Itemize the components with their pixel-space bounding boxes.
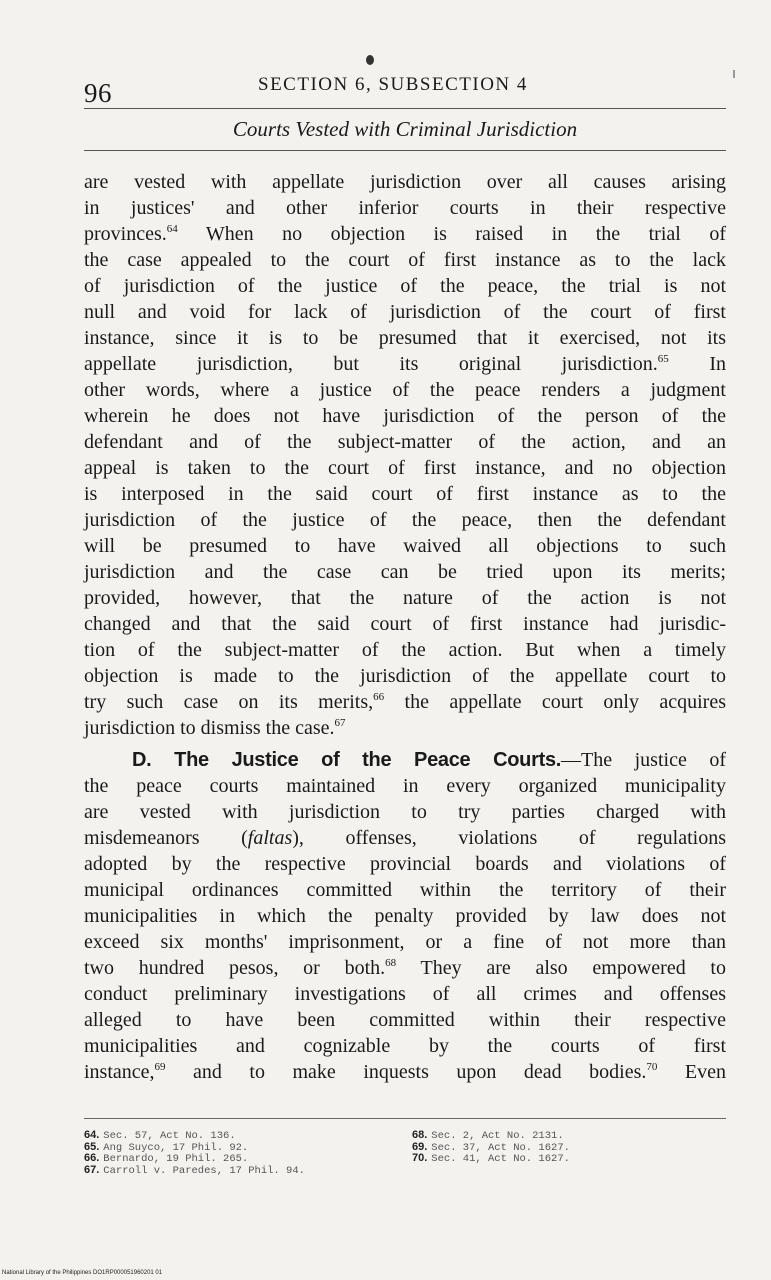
footnote-number: 70.	[412, 1152, 428, 1164]
body-text	[84, 169, 726, 1085]
section-heading: D. The Justice of the Peace Courts.	[132, 749, 562, 771]
footnote-text: Sec. 57, Act No. 136.	[103, 1130, 236, 1142]
footnote	[84, 1165, 305, 1177]
text-line: exceed six months' imprisonment, or a fine of not more than	[84, 931, 726, 953]
text-line: will be presumed to have waived all objections to such	[84, 535, 726, 557]
library-credit: National Library of the Philippines DO1RP000051960201 01	[2, 1270, 163, 1276]
footnote-number: 67.	[84, 1163, 100, 1176]
footnote-ref: 64	[166, 223, 178, 235]
text-line: municipalities and cognizable by the courts of first	[84, 1035, 726, 1057]
text-line: the case appealed to the court of first instance as to the lack	[84, 249, 726, 271]
footnote-ref: 68	[385, 957, 397, 969]
footnote-text: Sec. 37, Act No. 1627.	[431, 1141, 570, 1154]
text-line: tion of the subject-matter of the action. But when a timely	[84, 639, 726, 661]
footnote-text: Ang Suyco, 17 Phil. 92.	[103, 1141, 249, 1154]
footnote-text: Sec. 41, Act No. 1627.	[431, 1153, 570, 1165]
footnote	[412, 1153, 570, 1165]
ink-speck	[733, 70, 735, 78]
footnote	[84, 1153, 305, 1165]
text-line: jurisdiction and the case can be tried upon its merits;	[84, 561, 726, 583]
text-line: jurisdiction to dismiss the case.$^{67}$	[84, 717, 346, 739]
text-line: defendant and of the subject-matter of the action, and an	[84, 431, 726, 453]
text-line: try such case on its merits,$^{66}$ the appellate court only acquires	[84, 691, 726, 713]
footnote-ref: 66	[373, 691, 385, 703]
footnotes-right	[412, 1130, 570, 1165]
text-line: municipalities in which the penalty provided by law does not	[84, 905, 726, 927]
header-rule-bottom	[84, 150, 726, 151]
footnote-ref: 65	[657, 353, 669, 365]
text-line: is interposed in the said court of first instance as to the	[84, 483, 726, 505]
ink-dot	[366, 55, 374, 65]
page-number: 96	[84, 78, 112, 108]
text-line: municipal ordinances committed within the territory of their	[84, 879, 726, 901]
text-line: objection is made to the jurisdiction of the appellate court to	[84, 665, 726, 687]
text-line: of jurisdiction of the justice of the peace, the trial is not	[84, 275, 726, 297]
text-line: changed and that the said court of first instance had jurisdic-	[84, 613, 726, 635]
footnote	[412, 1142, 570, 1154]
text-line: conduct preliminary investigations of all crimes and offenses	[84, 983, 726, 1005]
footnote	[84, 1130, 305, 1142]
footnote	[84, 1142, 305, 1154]
text-line: instance,$^{69}$ and to make inquests upon dead bodies.$^{70}$ Even	[84, 1061, 726, 1083]
footnotes-left	[84, 1130, 305, 1176]
section-subtitle: Courts Vested with Criminal Jurisdiction	[232, 117, 578, 141]
text-line: adopted by the respective provincial boards and violations of	[84, 853, 726, 875]
paragraph-appellate-jurisdiction	[84, 169, 726, 741]
footnote-text: Bernardo, 19 Phil. 265.	[103, 1153, 249, 1165]
text-line: the peace courts maintained in every organized municipality	[84, 775, 726, 797]
footnote-ref: 69	[154, 1061, 166, 1073]
footnote-number: 69.	[412, 1140, 428, 1153]
italic-term: faltas	[247, 827, 293, 849]
text-line: provided, however, that the nature of the action is not	[84, 587, 726, 609]
footnote-number: 64.	[84, 1129, 100, 1141]
text-line: instance, since it is to be presumed that it exercised, not its	[84, 327, 726, 349]
text-line: in justices' and other inferior courts in their respective	[84, 197, 726, 219]
text-line: wherein he does not have jurisdiction of the person of the	[84, 405, 726, 427]
text-line: misdemeanors (faltas), offenses, violations of regulations	[84, 827, 727, 849]
text-line: are vested with jurisdiction to try parties charged with	[84, 801, 726, 823]
footnote-text: Sec. 2, Act No. 2131.	[431, 1130, 564, 1142]
footnote-number: 66.	[84, 1152, 100, 1164]
text-line: other words, where a justice of the peace renders a judgment	[84, 379, 726, 401]
running-head: SECTION 6, SUBSECTION 4	[258, 74, 528, 95]
footnote	[412, 1130, 570, 1142]
text-line: D. The Justice of the Peace Courts.—The justice of	[132, 749, 726, 771]
text-line: appeal is taken to the court of first instance, and no objection	[84, 457, 726, 479]
text-line: two hundred pesos, or both.$^{68}$ They are also empowered to	[84, 957, 726, 979]
footnote-number: 65.	[84, 1140, 100, 1153]
text-line: provinces.$^{64}$ When no objection is raised in the trial of	[84, 223, 726, 245]
footnote-ref: 70	[646, 1061, 658, 1073]
footnote-text: Carroll v. Paredes, 17 Phil. 94.	[103, 1164, 305, 1177]
header-rule-top	[84, 108, 726, 109]
text-line: appellate jurisdiction, but its original jurisdiction.$^{65}$ In	[84, 353, 726, 375]
footnote-number: 68.	[412, 1129, 428, 1141]
text-line: alleged to have been committed within their respective	[84, 1009, 726, 1031]
text-line: are vested with appellate jurisdiction over all causes arising	[84, 171, 726, 193]
text-line: jurisdiction of the justice of the peace, then the defendant	[84, 509, 726, 531]
footnote-rule	[84, 1118, 726, 1119]
paragraph-justice-of-peace	[84, 747, 726, 1085]
footnote-ref: 67	[334, 717, 346, 729]
text-line: null and void for lack of jurisdiction of the court of first	[84, 301, 726, 323]
